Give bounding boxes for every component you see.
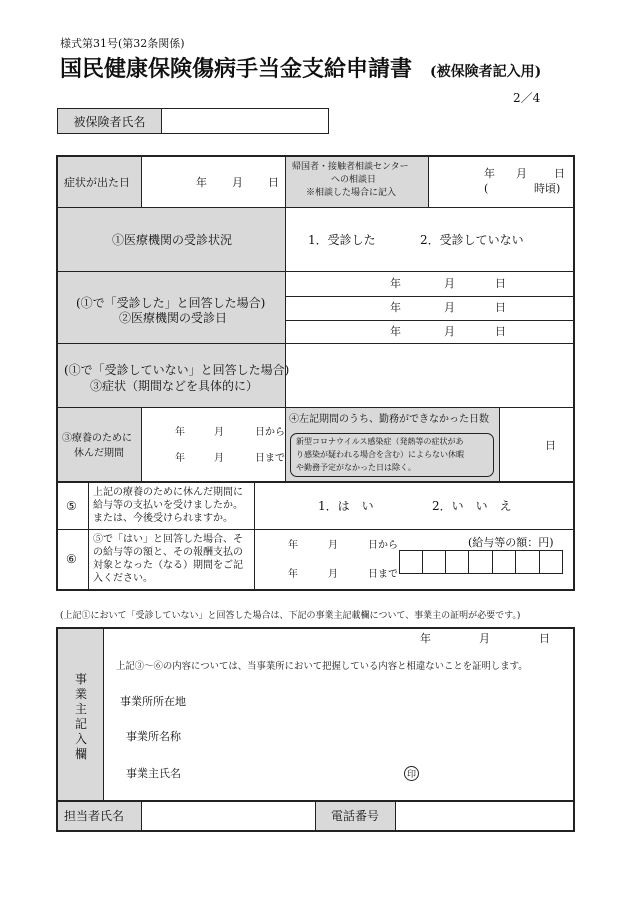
staff-name-field[interactable] — [142, 802, 315, 830]
leave-from-year: 年 — [175, 427, 185, 438]
symptom-date-label: 症状が出た日 — [64, 176, 130, 189]
form-title: 国民健康保険傷病手当金支給申請書 — [60, 56, 413, 82]
visit-date-1-day: 日 — [495, 277, 506, 290]
q2-label-2: ②医療機関の受診日 — [119, 311, 228, 325]
q1-label: ①医療機関の受診状況 — [112, 233, 233, 247]
consult-time: 時頃) — [534, 182, 561, 195]
consult-time-open: ( — [484, 182, 489, 195]
q5-option-yes[interactable]: 1．は い — [318, 499, 374, 513]
q5-text-1: 上記の療養のために休んだ期間に — [93, 487, 243, 498]
consult-month: 月 — [516, 167, 527, 180]
visit-date-2-day: 日 — [495, 301, 506, 314]
q4-note-2: り感染が疑われる場合を含む）によらない休暇 — [296, 450, 464, 459]
leave-period-label-1: ③療養のために — [62, 433, 132, 444]
phone-label: 電話番号 — [331, 809, 380, 823]
q5-option-no[interactable]: 2．い い え — [432, 499, 512, 513]
leave-period-label-2: 休んだ期間 — [74, 448, 124, 459]
consult-center-label-1: 帰国者・接触者相談センター — [292, 162, 409, 172]
visit-date-3-day: 日 — [495, 325, 506, 338]
consult-day: 日 — [554, 167, 565, 180]
insured-name-field[interactable] — [161, 108, 329, 134]
insured-name-label: 被保険者氏名 — [57, 108, 162, 134]
pay-to-year: 年 — [288, 569, 298, 580]
leave-to-suffix: 日まで — [255, 453, 285, 464]
q4-days-field[interactable] — [500, 408, 573, 481]
pay-amount-label: (給与等の額：円) — [468, 536, 554, 549]
q6-text-2: の給与等の額と、その報酬支払の — [93, 547, 243, 558]
q6-number: ⑥ — [66, 552, 77, 566]
form-title-sub: (被保険者記入用) — [430, 64, 542, 80]
leave-from-month: 月 — [214, 427, 224, 438]
employer-name-label: 事業所名称 — [126, 730, 181, 743]
employer-address-label: 事業所所在地 — [120, 695, 186, 708]
leave-from-suffix: 日から — [255, 427, 285, 438]
employer-name-field[interactable] — [200, 723, 560, 747]
q6-text-1: ⑤で「はい」と回答した場合、そ — [93, 534, 243, 545]
consult-year: 年 — [484, 167, 495, 180]
q4-day-unit: 日 — [545, 439, 556, 452]
q4-label: ④左記期間のうち、勤務ができなかった日数 — [289, 414, 489, 425]
consult-center-label-2: への相談日 — [331, 175, 377, 185]
q5-number: ⑤ — [66, 499, 77, 513]
employer-section-label: 事 業 主 記 入 欄 — [74, 672, 87, 761]
employer-month: 月 — [479, 632, 490, 645]
q4-note-3: や勤務予定がなかった日は除く。 — [296, 463, 416, 472]
q3-symptoms-field[interactable] — [286, 344, 573, 407]
q6-text-3: 対象となった（なる）期間をご記 — [93, 560, 243, 571]
employer-year: 年 — [420, 632, 431, 645]
symptom-date-field[interactable] — [142, 157, 285, 207]
q3-label-2: ③症状（期間などを具体的に） — [90, 379, 259, 393]
form-number: 様式第31号(第32条関係) — [60, 37, 185, 50]
phone-field[interactable] — [396, 802, 573, 830]
pay-to-month: 月 — [328, 569, 338, 580]
q3-label-1: (①で「受診していない」と回答した場合) — [64, 363, 290, 377]
employer-owner-field[interactable] — [200, 760, 390, 784]
visit-date-3-month: 月 — [444, 325, 455, 338]
q5-text-3: または、今後受けられますか。 — [93, 513, 233, 524]
employer-owner-label: 事業主氏名 — [126, 767, 181, 780]
employer-address-field[interactable] — [200, 688, 560, 712]
leave-period-label-bg — [58, 408, 141, 481]
page-indicator: 2／4 — [513, 91, 541, 105]
employer-cert-text: 上記③～⑥の内容については、当事業所において把握している内容と相違ないことを証明します。 — [116, 661, 528, 672]
visit-date-1-year: 年 — [390, 277, 401, 290]
q5-text-2: 給与等の支払いを受けましたか。 — [93, 500, 243, 511]
employer-day: 日 — [539, 632, 550, 645]
pay-from-month: 月 — [328, 540, 338, 551]
visit-date-1-month: 月 — [444, 277, 455, 290]
symptom-day: 日 — [268, 176, 279, 189]
symptom-year: 年 — [196, 176, 207, 189]
pay-to-suffix: 日まで — [368, 569, 398, 580]
visit-date-2-year: 年 — [390, 301, 401, 314]
consult-center-label-3: ※相談した場合に記入 — [306, 188, 397, 198]
q1-option-not-visited[interactable]: 2．受診していない — [420, 233, 524, 247]
symptom-month: 月 — [232, 176, 243, 189]
staff-name-label: 担当者氏名 — [64, 809, 125, 823]
leave-to-year: 年 — [175, 453, 185, 464]
visit-date-2-month: 月 — [444, 301, 455, 314]
q6-text-4: 入ください。 — [93, 573, 153, 584]
seal-icon: 印 — [404, 766, 419, 781]
pay-from-year: 年 — [288, 540, 298, 551]
leave-to-month: 月 — [214, 453, 224, 464]
visit-date-3-year: 年 — [390, 325, 401, 338]
q4-note-1: 新型コロナウイルス感染症（発熱等の症状があ — [296, 437, 464, 446]
employer-note: (上記①において「受診していない」と回答した場合は、下記の事業主記載欄について、事業主の証明が必要です。) — [60, 611, 521, 621]
q1-option-visited[interactable]: 1．受診した — [308, 233, 376, 247]
q2-label-1: (①で「受診した」と回答した場合) — [76, 296, 266, 310]
pay-from-suffix: 日から — [368, 540, 398, 551]
